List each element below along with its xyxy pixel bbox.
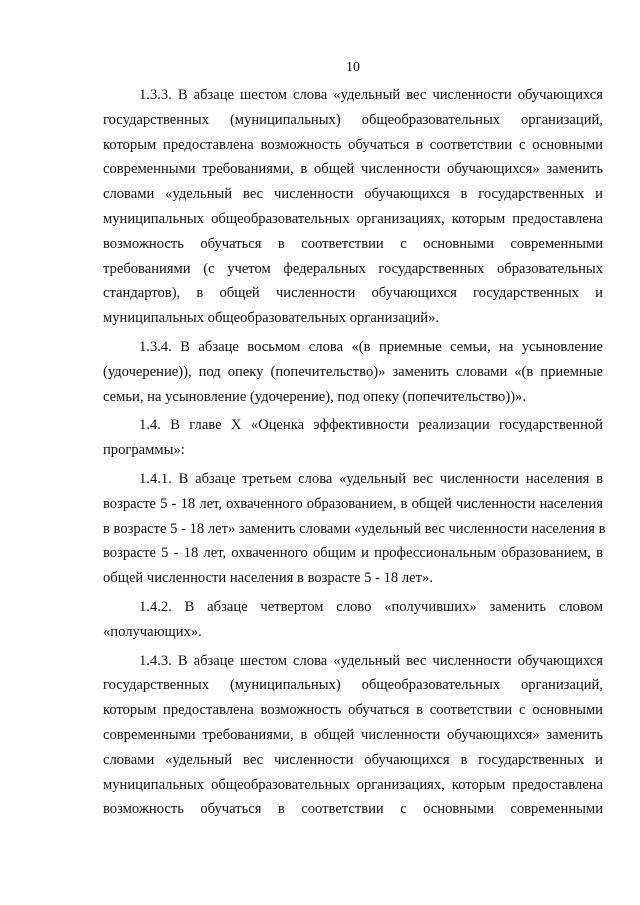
paragraph bbox=[103, 83, 603, 331]
text-line: которым предоставлена возможность обучаться в соответствии с основными bbox=[103, 136, 603, 153]
text-line: в возрасте 5 - 18 лет» заменить словами «удельный вес численности населения в bbox=[103, 520, 606, 537]
text-line: «получающих». bbox=[103, 623, 202, 640]
paragraph bbox=[103, 413, 603, 463]
text-line: 1.4.3. В абзаце шестом слова «удельный вес численности обучающихся bbox=[139, 652, 603, 669]
paragraph bbox=[103, 335, 603, 409]
text-line: словами «удельный вес численности обучающихся в государственных и bbox=[103, 751, 603, 768]
text-line: возможность обучаться в соответствии с основными современными bbox=[103, 235, 603, 252]
page-number: 10 bbox=[346, 60, 360, 75]
text-line: стандартов), в общей численности обучающихся государственных и bbox=[103, 285, 603, 302]
text-line: муниципальных общеобразовательных организаций». bbox=[103, 310, 440, 327]
text-line: возрасте 5 - 18 лет, охваченного общим и профессиональным образованием, в bbox=[103, 545, 603, 562]
text-line: 1.3.4. В абзаце восьмом слова «(в приемные семьи, на усыновление bbox=[139, 338, 603, 355]
document-body bbox=[103, 83, 606, 826]
text-line: словами «удельный вес численности обучающихся в государственных и bbox=[103, 186, 603, 203]
text-line: современными требованиями, в общей численности обучающихся» заменить bbox=[103, 726, 603, 743]
text-line: возможность обучаться в соответствии с основными современными bbox=[103, 801, 603, 818]
text-line: требованиями (с учетом федеральных государственных образовательных bbox=[103, 260, 603, 277]
text-line: 1.4.1. В абзаце третьем слова «удельный вес численности населения в bbox=[139, 470, 603, 487]
text-line: 1.4.2. В абзаце четвертом слово «получивших» заменить словом bbox=[139, 598, 603, 615]
text-line: (удочерение)), под опеку (попечительство)» заменить словами «(в приемные bbox=[103, 363, 603, 380]
text-line: программы»: bbox=[103, 442, 185, 459]
text-line: семьи, на усыновление (удочерение), под опеку (попечительство))». bbox=[103, 388, 526, 405]
text-line: муниципальных общеобразовательных организациях, которым предоставлена bbox=[103, 210, 603, 227]
paragraph bbox=[103, 467, 606, 591]
text-line: 1.3.3. В абзаце шестом слова «удельный вес численности обучающихся bbox=[139, 87, 603, 103]
text-line: которым предоставлена возможность обучаться в соответствии с основными bbox=[103, 702, 603, 719]
text-line: 1.4. В главе X «Оценка эффективности реализации государственной bbox=[139, 417, 603, 434]
text-line: государственных (муниципальных) общеобразовательных организаций, bbox=[103, 111, 603, 128]
text-line: муниципальных общеобразовательных организациях, которым предоставлена bbox=[103, 776, 603, 793]
paragraph bbox=[103, 595, 603, 645]
text-line: современными требованиями, в общей численности обучающихся» заменить bbox=[103, 161, 603, 178]
text-line: общей численности населения в возрасте 5 - 18 лет». bbox=[103, 570, 433, 587]
paragraph bbox=[103, 649, 603, 823]
text-line: возрасте 5 - 18 лет, охваченного образованием, в общей численности населения bbox=[103, 495, 603, 512]
text-line: государственных (муниципальных) общеобразовательных организаций, bbox=[103, 677, 603, 694]
